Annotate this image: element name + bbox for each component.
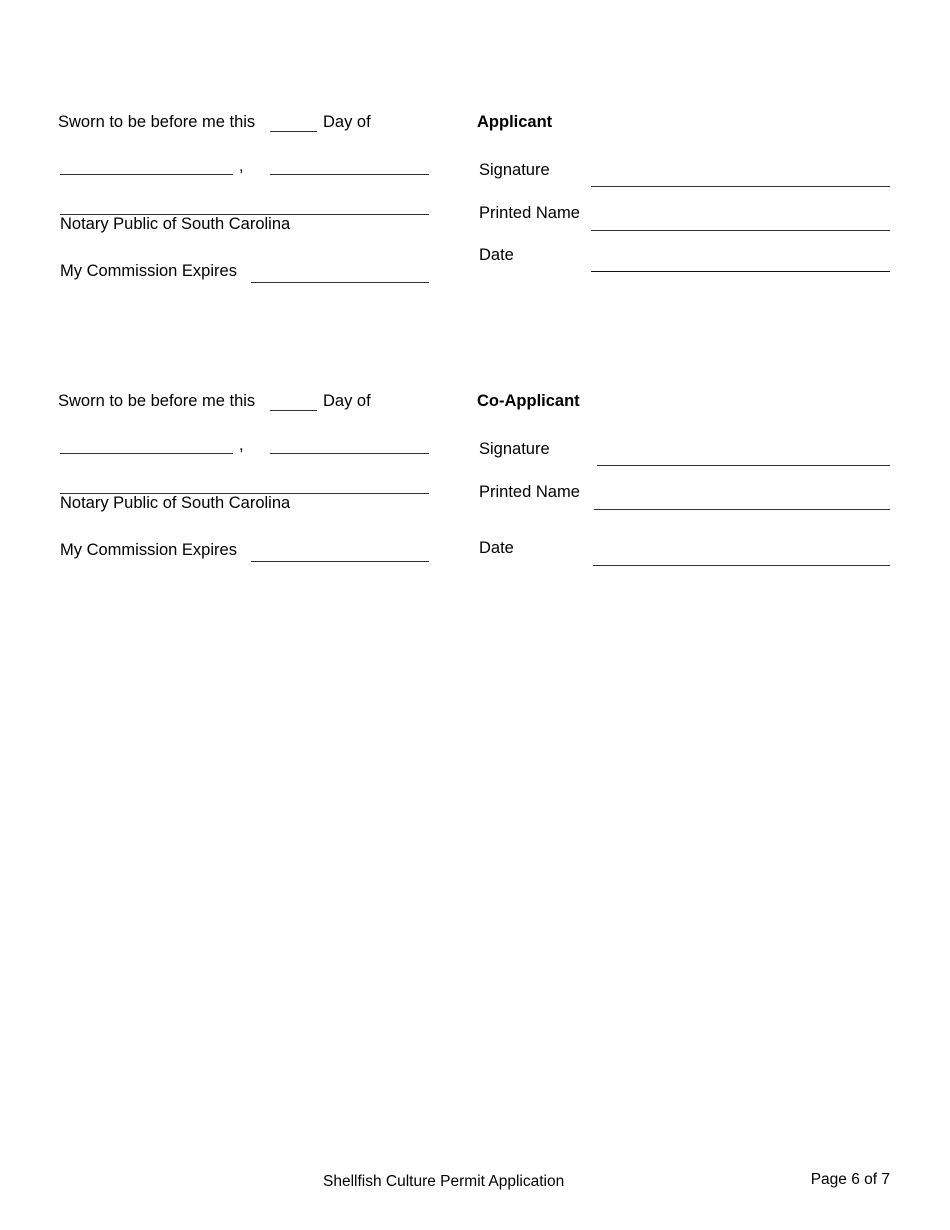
sworn-month-field[interactable]: [60, 174, 233, 175]
comma: ,: [239, 436, 244, 454]
sworn-month-field[interactable]: [60, 453, 233, 454]
sworn-year-field[interactable]: [270, 174, 429, 175]
commission-expires-field[interactable]: [251, 282, 429, 283]
page-number: Page 6 of 7: [810, 1171, 890, 1188]
comma: ,: [239, 157, 244, 175]
footer-title: Shellfish Culture Permit Application: [323, 1173, 565, 1190]
sworn-day-field[interactable]: [270, 410, 317, 411]
day-of-text: Day of: [323, 113, 371, 131]
date-label: Date: [479, 246, 514, 264]
sworn-year-field[interactable]: [270, 453, 429, 454]
date-label: Date: [479, 539, 514, 557]
co-applicant-date-field[interactable]: [593, 565, 890, 566]
commission-expires-field[interactable]: [251, 561, 429, 562]
applicant-printed-name-field[interactable]: [591, 230, 890, 231]
commission-label: My Commission Expires: [60, 262, 237, 280]
signature-label: Signature: [479, 161, 550, 179]
applicant-signature-field[interactable]: [591, 186, 890, 187]
commission-label: My Commission Expires: [60, 541, 237, 559]
co-applicant-printed-name-field[interactable]: [594, 509, 890, 510]
printed-name-label: Printed Name: [479, 204, 580, 222]
applicant-date-field[interactable]: [591, 271, 890, 272]
applicant-heading: Applicant: [477, 113, 553, 131]
sworn-day-field[interactable]: [270, 131, 317, 132]
day-of-text: Day of: [323, 392, 371, 410]
sworn-text: Sworn to be before me this: [58, 392, 256, 410]
notary-label: Notary Public of South Carolina: [60, 215, 291, 233]
notary-label: Notary Public of South Carolina: [60, 494, 291, 512]
printed-name-label: Printed Name: [479, 483, 580, 501]
sworn-text: Sworn to be before me this: [58, 113, 256, 131]
signature-label: Signature: [479, 440, 550, 458]
co-applicant-heading: Co-Applicant: [477, 392, 580, 410]
co-applicant-signature-field[interactable]: [597, 465, 890, 466]
